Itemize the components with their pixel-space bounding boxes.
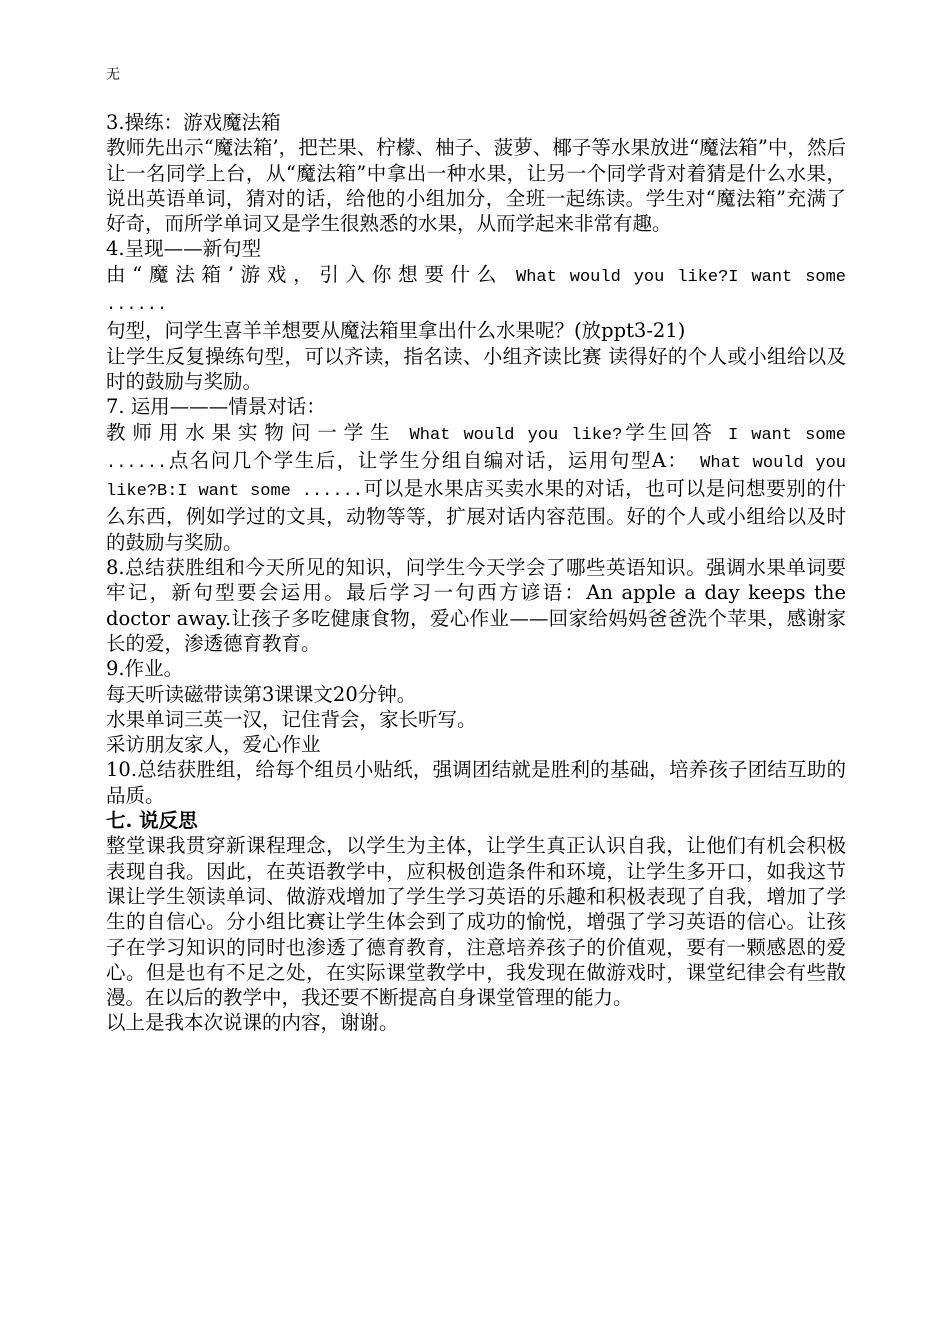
section-7-body <box>106 420 846 555</box>
section-7-part-a: 教师用水果实物问一学生 <box>106 420 397 444</box>
section-7-part-b: What would you like? <box>396 425 623 445</box>
section-7-title: 7. 运用———情景对话： <box>106 395 326 419</box>
section-3-body: 教师先出示“魔法箱’，把芒果、柠檬、柚子、菠萝、椰子等水果放进“魔法箱”中，然后让一名同学上台，从“魔法箱”中拿出一种水果，让另一个同学背对着猜是什么水果，说出英语单词，猜对的话，给他的小组加分，全班一起练读。学生对“魔法箱”充满了好奇，而所学单词又是学生很熟悉的水果，从而学起来非常有趣。 <box>106 136 846 236</box>
closing-line: 以上是我本次说课的内容，谢谢。 <box>106 1011 399 1035</box>
section-4-line-2: 句型，问学生喜羊羊想要从魔法箱里拿出什么水果呢？(放ppt3-21) <box>106 319 686 343</box>
section-3-title: 3.操练：游戏魔法箱 <box>106 111 281 134</box>
section-4-line-1-en: What would you like?I want some ...... <box>106 267 846 316</box>
section-4-line-1 <box>106 262 846 319</box>
section-10: 10.总结获胜组，给每个组员小贴纸，强调团结就是胜利的基础，培养孩子团结互助的品质。 <box>106 758 846 807</box>
section-7-part-d: I want some ...... <box>106 425 846 473</box>
section-7-part-e: 点名问几个学生后，让学生分组自编对话，运用句型A： <box>167 448 689 472</box>
section-4-line-3: 让学生反复操练句型，可以齐读，指名读、小组齐读比赛 读得好的个人或小组给以及时的鼓励与奖励。 <box>106 344 846 393</box>
section-7-part-c: 学生回答 <box>622 420 715 444</box>
section-9-title: 9.作业。 <box>106 657 184 681</box>
section-7-part-f: What would you like?B:I want some ...... <box>106 453 846 502</box>
section-8: 8.总结获胜组和今天所见的知识，问学生今天学会了哪些英语知识。强调水果单词要牢记，新句型要会运用。最后学习一句西方谚语：An apple a day keeps the doctor away.让孩子多吃健康食物，爱心作业——回家给妈妈爸爸洗个苹果，感谢家长的爱，渗透德育教育。 <box>106 556 846 655</box>
document-body <box>106 110 846 1036</box>
reflection-body: 整堂课我贯穿新课程理念，以学生为主体，让学生真正认识自我，让他们有机会积极表现自我。因此，在英语教学中，应积极创造条件和环境，让学生多开口，如我这节课让学生领读单词、做游戏增加了学生学习英语的乐趣和积极表现了自我，增加了学生的自信心。分小组比赛让学生体会到了成功的愉悦，增强了学习英语的信心。让孩子在学习知识的同时也渗透了德育教育，注意培养孩子的价值观，要有一颗感恩的爱心。但是也有不足之处，在实际课堂教学中，我发现在做游戏时，课堂纪律会有些散漫。在以后的教学中，我还要不断提高自身课堂管理的能力。 <box>106 834 846 1010</box>
section-9-line-3: 采访朋友家人，爱心作业 <box>106 733 321 757</box>
section-4-title: 4.呈现——新句型 <box>106 237 262 261</box>
section-4-line-1-cn: 由“魔法箱’游戏，引入你想要什么 <box>106 262 504 286</box>
section-7-part-g: 可以是水果店买卖水果的对话，也可以是问想要别的什么东西，例如学过的文具，动物等等，扩展对话内容范围。好的个人或小组给以及时的鼓励与奖励。 <box>106 477 846 554</box>
reflection-title: 七. 说反思 <box>106 809 198 833</box>
page-header: 无 <box>106 67 120 83</box>
section-9-line-2: 水果单词三英一汉，记住背会，家长听写。 <box>106 707 477 731</box>
section-9-line-1: 每天听读磁带读第3课课文20分钟。 <box>106 682 417 706</box>
